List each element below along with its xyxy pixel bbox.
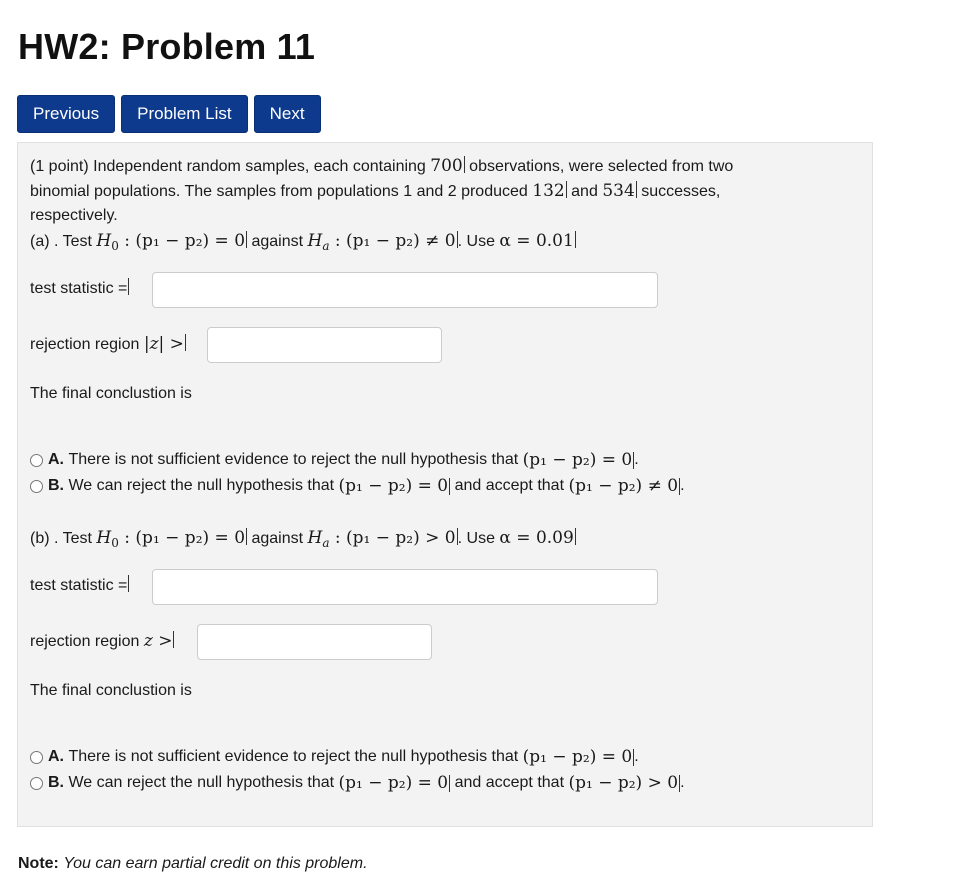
rejection-region-expr: |z| >: [143, 334, 184, 354]
part-a-rejection-input[interactable]: [207, 327, 442, 363]
part-a-option-a[interactable]: A. There is not sufficient evidence to reject the null hypothesis that (p₁ − p₂) = 0 .: [30, 450, 639, 470]
alt-subscript: a: [322, 239, 330, 254]
intro-text: and: [571, 183, 598, 200]
note: [18, 855, 368, 873]
note-text: You can earn partial credit on this problem.: [63, 855, 368, 872]
alpha-value: α = 0.09: [499, 528, 574, 548]
radio-button[interactable]: [30, 751, 43, 764]
option-letter: B.: [48, 774, 64, 791]
option-letter: A.: [48, 451, 64, 468]
option-text: We can reject the null hypothesis that: [68, 774, 335, 791]
option-expr: (p₁ − p₂) > 0: [568, 773, 679, 793]
option-expr: (p₁ − p₂) = 0: [338, 773, 449, 793]
rejection-region-label: rejection region: [30, 336, 140, 353]
option-text: We can reject the null hypothesis that: [68, 477, 335, 494]
part-a-test-statistic-label: [30, 277, 129, 301]
sample-size: 700: [430, 156, 463, 176]
intro-line-3: respectively.: [30, 207, 118, 224]
note-label: Note:: [18, 855, 59, 872]
intro-text: observations, were selected from two: [469, 158, 734, 175]
next-button[interactable]: Next: [254, 95, 321, 133]
part-b-option-b[interactable]: B. We can reject the null hypothesis that (p₁ − p₂) = 0 and accept that (p₁ − p₂) > 0 .: [30, 773, 685, 793]
problem-list-button[interactable]: Problem List: [121, 95, 247, 133]
radio-button[interactable]: [30, 480, 43, 493]
part-b-hypothesis: [30, 526, 576, 555]
part-a-option-b[interactable]: B. We can reject the null hypothesis that (p₁ − p₂) = 0 and accept that (p₁ − p₂) ≠ 0 .: [30, 476, 685, 496]
alt-subscript: a: [322, 536, 330, 551]
test-word: . Test: [54, 233, 92, 250]
intro-line-2: [30, 179, 720, 204]
part-a-test-statistic-input[interactable]: [152, 272, 658, 308]
against-word: against: [251, 530, 304, 547]
part-a-rejection-label: [30, 332, 186, 357]
alt-hypothesis-expr: : (p₁ − p₂) > 0: [329, 528, 456, 548]
test-statistic-label: test statistic =: [30, 280, 128, 297]
alt-hypothesis-expr: : (p₁ − p₂) ≠ 0: [329, 231, 456, 251]
use-word: . Use: [457, 233, 495, 250]
part-b-test-statistic-label: [30, 574, 129, 598]
option-text: There is not sufficient evidence to reject the null hypothesis that: [68, 451, 519, 468]
successes-2: 534: [602, 181, 635, 201]
null-hypothesis-symbol: H: [96, 528, 112, 548]
radio-button[interactable]: [30, 777, 43, 790]
null-subscript: 0: [111, 536, 119, 551]
problem-nav: [17, 95, 321, 133]
use-word: . Use: [457, 530, 495, 547]
option-expr: (p₁ − p₂) = 0: [338, 476, 449, 496]
part-b-rejection-input[interactable]: [197, 624, 432, 660]
part-a-conclusion-label: The final conclustion is: [30, 385, 192, 402]
option-letter: B.: [48, 477, 64, 494]
radio-button[interactable]: [30, 454, 43, 467]
page-title: HW2: Problem 11: [18, 26, 316, 67]
part-b-rejection-label: [30, 629, 174, 654]
intro-text: (1 point) Independent random samples, each containing: [30, 158, 426, 175]
option-text: and accept that: [454, 774, 565, 791]
successes-1: 132: [532, 181, 565, 201]
against-word: against: [251, 233, 304, 250]
part-a-hypothesis: [30, 229, 576, 258]
previous-button[interactable]: Previous: [17, 95, 115, 133]
intro-text: binomial populations. The samples from populations 1 and 2 produced: [30, 183, 528, 200]
intro-line-1: [30, 154, 733, 179]
alpha-value: α = 0.01: [499, 231, 574, 251]
option-text: There is not sufficient evidence to reject the null hypothesis that: [68, 748, 519, 765]
rejection-region-expr: z >: [143, 631, 173, 651]
null-hypothesis-expr: : (p₁ − p₂) = 0: [118, 231, 246, 251]
test-word: . Test: [54, 530, 92, 547]
intro-text: successes,: [641, 183, 721, 200]
test-statistic-label: test statistic =: [30, 577, 128, 594]
rejection-region-label: rejection region: [30, 633, 140, 650]
option-expr: (p₁ − p₂) = 0: [522, 450, 633, 470]
part-b-test-statistic-input[interactable]: [152, 569, 658, 605]
part-b-label: (b): [30, 530, 50, 547]
option-expr: (p₁ − p₂) = 0: [522, 747, 633, 767]
part-b-conclusion-label: The final conclustion is: [30, 682, 192, 699]
alt-hypothesis-symbol: H: [307, 528, 323, 548]
null-subscript: 0: [111, 239, 119, 254]
option-letter: A.: [48, 748, 64, 765]
option-expr: (p₁ − p₂) ≠ 0: [568, 476, 679, 496]
null-hypothesis-expr: : (p₁ − p₂) = 0: [118, 528, 246, 548]
null-hypothesis-symbol: H: [96, 231, 112, 251]
alt-hypothesis-symbol: H: [307, 231, 323, 251]
option-text: and accept that: [454, 477, 565, 494]
part-b-option-a[interactable]: A. There is not sufficient evidence to reject the null hypothesis that (p₁ − p₂) = 0 .: [30, 747, 639, 767]
part-a-label: (a): [30, 233, 50, 250]
problem-body: [17, 142, 873, 827]
